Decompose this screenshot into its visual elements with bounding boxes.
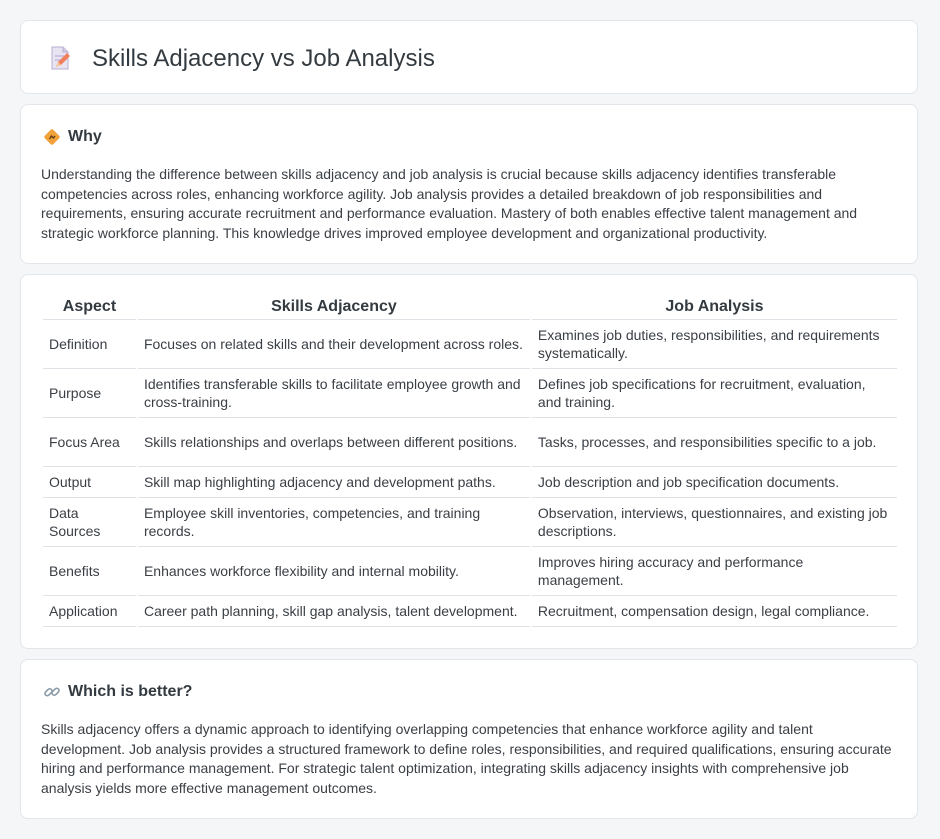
why-section bbox=[20, 104, 918, 264]
better-text: Skills adjacency offers a dynamic approach to identifying overlapping competencies that enhance workforce agility and talent development. Job analysis provides a structured framework to define roles, responsibilities, and required qualifications, ensuring accurate hiring and performance management. For strategic talent optimization, integrating skills adjacency insights with comprehensive job analysis yields more effective management outcomes. bbox=[41, 721, 892, 796]
table-cell-job-analysis: Observation, interviews, questionnaires, and existing job descriptions. bbox=[532, 498, 897, 547]
header-card bbox=[20, 20, 918, 94]
table-row bbox=[43, 596, 897, 627]
better-heading: Which is better? bbox=[68, 683, 193, 700]
table-cell-aspect: Focus Area bbox=[43, 418, 136, 467]
table-row bbox=[43, 369, 897, 418]
column-header-job-analysis: Job Analysis bbox=[532, 295, 897, 320]
table-cell-aspect: Application bbox=[43, 596, 136, 627]
comparison-table bbox=[41, 295, 899, 627]
table-row bbox=[43, 418, 897, 467]
why-heading-row bbox=[43, 127, 102, 147]
column-header-skills-adjacency: Skills Adjacency bbox=[138, 295, 530, 320]
table-cell-aspect: Benefits bbox=[43, 547, 136, 596]
page-title: Skills Adjacency vs Job Analysis bbox=[92, 45, 435, 72]
table-cell-skills-adjacency: Skill map highlighting adjacency and development paths. bbox=[138, 467, 530, 498]
table-cell-aspect: Purpose bbox=[43, 369, 136, 418]
why-heading: Why bbox=[68, 128, 102, 145]
table-cell-job-analysis: Job description and job specification documents. bbox=[532, 467, 897, 498]
link-icon bbox=[43, 683, 61, 701]
document-edit-icon bbox=[47, 45, 73, 71]
comparison-section bbox=[20, 274, 918, 649]
table-cell-aspect: Output bbox=[43, 467, 136, 498]
table-cell-skills-adjacency: Focuses on related skills and their development across roles. bbox=[138, 320, 530, 369]
table-header-row bbox=[43, 295, 897, 320]
table-cell-job-analysis: Recruitment, compensation design, legal compliance. bbox=[532, 596, 897, 627]
table-row bbox=[43, 547, 897, 596]
table-row bbox=[43, 498, 897, 547]
table-cell-skills-adjacency: Employee skill inventories, competencies, and training records. bbox=[138, 498, 530, 547]
table-cell-skills-adjacency: Identifies transferable skills to facilitate employee growth and cross-training. bbox=[138, 369, 530, 418]
table-cell-aspect: Data Sources bbox=[43, 498, 136, 547]
table-cell-job-analysis: Defines job specifications for recruitment, evaluation, and training. bbox=[532, 369, 897, 418]
table-cell-skills-adjacency: Skills relationships and overlaps between different positions. bbox=[138, 418, 530, 467]
which-is-better-section bbox=[20, 659, 918, 819]
table-cell-job-analysis: Tasks, processes, and responsibilities specific to a job. bbox=[532, 418, 897, 467]
table-cell-skills-adjacency: Career path planning, skill gap analysis, talent development. bbox=[138, 596, 530, 627]
column-header-aspect: Aspect bbox=[43, 295, 136, 320]
better-heading-row bbox=[43, 682, 192, 702]
diamond-sign-icon bbox=[43, 128, 61, 146]
table-cell-skills-adjacency: Enhances workforce flexibility and internal mobility. bbox=[138, 547, 530, 596]
table-row bbox=[43, 320, 897, 369]
why-text: Understanding the difference between skills adjacency and job analysis is crucial because skills adjacency identifies transferable competencies across roles, enhancing workforce agility. Job analysis provides a detailed breakdown of job responsibilities and requirements, ensuring accurate recruitment and performance evaluation. Mastery of both enables effective talent management and strategic workforce planning. This knowledge drives improved employee development and organizational productivity. bbox=[41, 166, 858, 241]
table-cell-aspect: Definition bbox=[43, 320, 136, 369]
table-row bbox=[43, 467, 897, 498]
table-cell-job-analysis: Examines job duties, responsibilities, and requirements systematically. bbox=[532, 320, 897, 369]
table-cell-job-analysis: Improves hiring accuracy and performance management. bbox=[532, 547, 897, 596]
